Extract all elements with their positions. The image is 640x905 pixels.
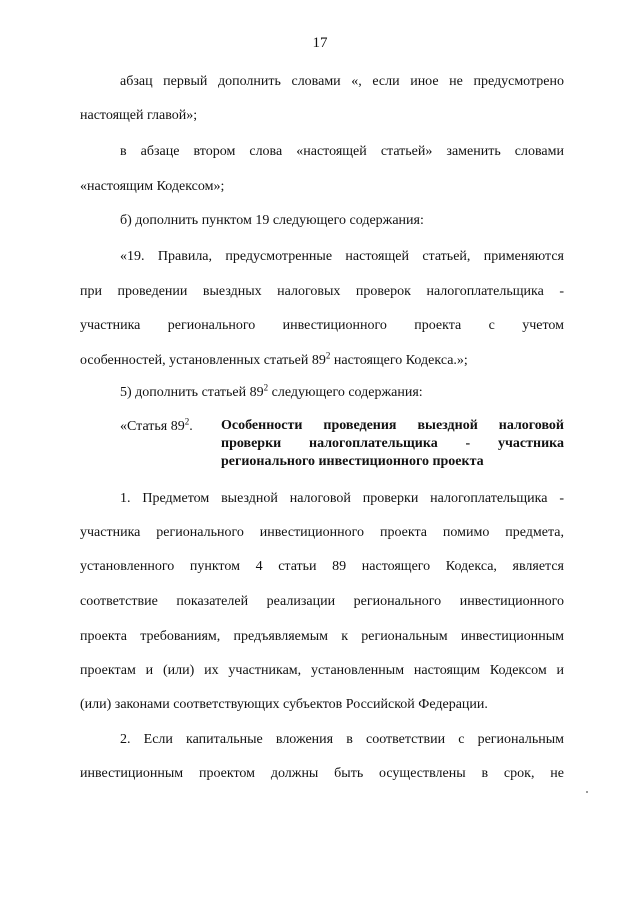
- text-line: настоящей главой»;: [80, 108, 198, 123]
- article-title-line: Особенности проведения выездной налоговой: [221, 418, 564, 433]
- text-segment: «Статья 89: [120, 419, 185, 434]
- text-line: проекта требованиям, предъявляемым к региональным инвестиционным: [80, 629, 564, 644]
- scan-speck: [586, 791, 588, 793]
- text-line: установленного пунктом 4 статьи 89 настоящего Кодекса, является: [80, 559, 564, 574]
- text-segment: настоящего Кодекса.»;: [330, 353, 468, 368]
- text-line: (или) законами соответствующих субъектов Российской Федерации.: [80, 697, 488, 712]
- text-line: [80, 352, 564, 370]
- text-line: [120, 384, 564, 402]
- superscript: 2: [184, 416, 190, 427]
- text-segment: .: [189, 419, 193, 434]
- text-line: при проведении выездных налоговых проверок налогоплательщика -: [80, 284, 564, 299]
- article-title-line: регионального инвестиционного проекта: [221, 454, 484, 469]
- text-line: инвестиционным проектом должны быть осуществлены в срок, не: [80, 766, 564, 781]
- text-segment: 5) дополнить статьей 89: [120, 385, 264, 400]
- text-line: 2. Если капитальные вложения в соответствии с региональным: [120, 732, 564, 747]
- text-line: абзац первый дополнить словами «, если иное не предусмотрено: [120, 74, 564, 89]
- article-label: [120, 418, 193, 436]
- superscript: 2: [263, 382, 269, 393]
- text-line: в абзаце втором слова «настоящей статьей» заменить словами: [120, 144, 564, 159]
- text-line: 1. Предметом выездной налоговой проверки налогоплательщика -: [120, 491, 564, 506]
- text-line: соответствие показателей реализации регионального инвестиционного: [80, 594, 564, 609]
- text-line: б) дополнить пунктом 19 следующего содержания:: [120, 213, 424, 228]
- article-title-line: проверки налогоплательщика - участника: [221, 436, 564, 451]
- text-line: «настоящим Кодексом»;: [80, 179, 225, 194]
- text-line: «19. Правила, предусмотренные настоящей статьей, применяются: [120, 249, 564, 264]
- text-segment: особенностей, установленных статьей 89: [80, 353, 326, 368]
- superscript: 2: [325, 350, 331, 361]
- text-line: участника регионального инвестиционного проекта с учетом: [80, 318, 564, 333]
- text-line: проектам и (или) их участникам, установленным настоящим Кодексом и: [80, 663, 564, 678]
- text-segment: следующего содержания:: [268, 385, 423, 400]
- page-number: 17: [312, 35, 328, 51]
- text-line: участника регионального инвестиционного проекта помимо предмета,: [80, 525, 564, 540]
